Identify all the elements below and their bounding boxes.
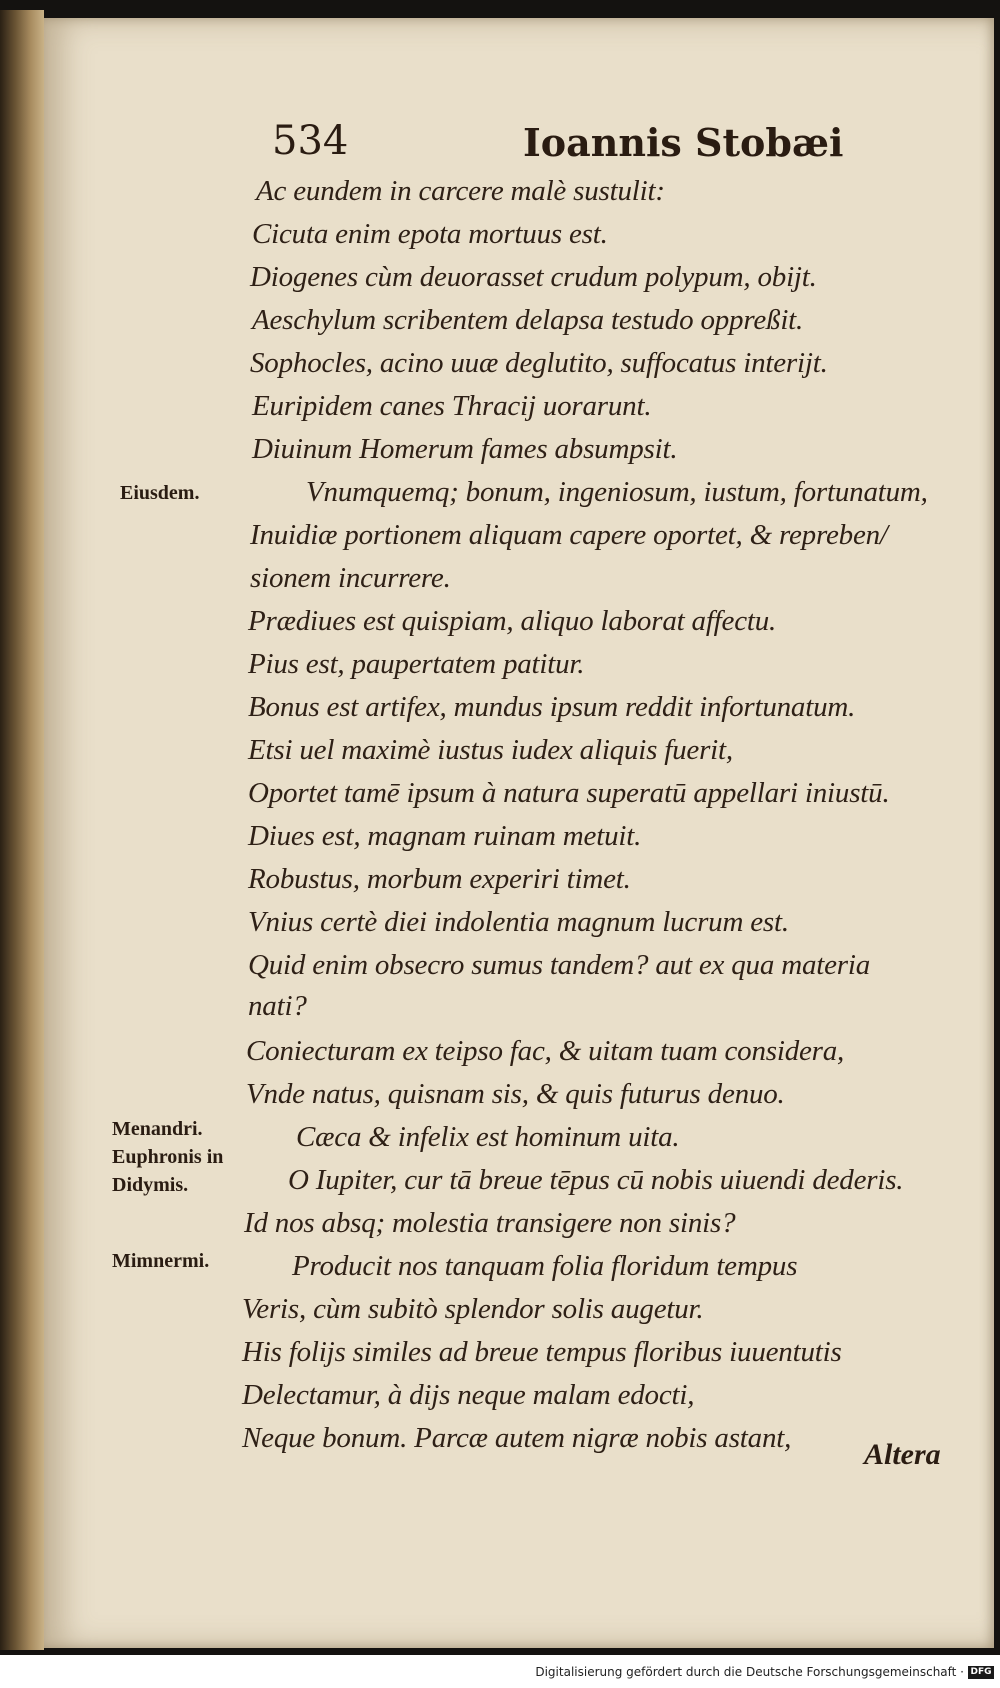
text-line: Inuidiæ portionem aliquam capere oportet, & repreben/	[250, 519, 888, 551]
text-line: Bonus est artifex, mundus ipsum reddit infortunatum.	[248, 691, 856, 723]
text-line: Diues est, magnam ruinam metuit.	[248, 820, 642, 852]
text-line: Cicuta enim epota mortuus est.	[252, 218, 608, 250]
text-line: Vnius certè diei indolentia magnum lucrum est.	[248, 906, 789, 938]
text-line: His folijs similes ad breue tempus floribus iuuentutis	[242, 1336, 842, 1368]
text-line: Robustus, morbum experiri timet.	[248, 863, 631, 895]
text-line: Producit nos tanquam folia floridum tempus	[292, 1250, 798, 1282]
text-line: O Iupiter, cur tā breue tēpus cū nobis uiuendi dederis.	[288, 1164, 904, 1196]
text-line: Euripidem canes Thracij uorarunt.	[252, 390, 652, 422]
page-number: 534	[272, 118, 349, 164]
text-line: Cæca & infelix est hominum uita.	[296, 1121, 680, 1153]
text-line: Pius est, paupertatem patitur.	[248, 648, 585, 680]
text-line: Sophocles, acino uuæ deglutito, suffocatus interijt.	[250, 347, 828, 379]
text-line: Veris, cùm subitò splendor solis augetur.	[242, 1293, 704, 1325]
text-line: Delectamur, à dijs neque malam edocti,	[242, 1379, 695, 1411]
text-line: sionem incurrere.	[250, 562, 451, 594]
text-line: Quid enim obsecro sumus tandem? aut ex qua materia	[248, 949, 871, 981]
text-line: Neque bonum. Parcæ autem nigræ nobis astant,	[242, 1422, 792, 1454]
margin-note: Euphronis in	[112, 1146, 224, 1168]
running-title: Ioannis Stobæi	[523, 120, 844, 165]
margin-note: Menandri.	[112, 1118, 203, 1140]
text-line: Aeschylum scribentem delapsa testudo oppreßit.	[252, 304, 804, 336]
text-line: Etsi uel maximè iustus iudex aliquis fuerit,	[248, 734, 733, 766]
margin-note: Didymis.	[112, 1174, 189, 1196]
book-page	[44, 18, 994, 1648]
footer-credit	[535, 1665, 994, 1679]
text-line: nati?	[248, 990, 307, 1022]
text-line: Vnumquemq; bonum, ingeniosum, iustum, fortunatum,	[306, 476, 928, 508]
text-line: Diuinum Homerum fames absumpsit.	[252, 433, 678, 465]
margin-note: Eiusdem.	[120, 482, 200, 504]
text-line: Ac eundem in carcere malè sustulit:	[256, 175, 665, 207]
text-line: Diogenes cùm deuorasset crudum polypum, obijt.	[250, 261, 817, 293]
book-binding-edge	[0, 10, 44, 1650]
text-line: Id nos absq; molestia transigere non sinis?	[244, 1207, 736, 1239]
footer-credit-text: Digitalisierung gefördert durch die Deutsche Forschungsgemeinschaft ·	[535, 1665, 964, 1679]
dfg-logo: DFG	[968, 1666, 994, 1679]
text-line: Coniecturam ex teipso fac, & uitam tuam considera,	[246, 1035, 845, 1067]
margin-note: Mimnermi.	[112, 1250, 210, 1272]
text-line: Prædiues est quispiam, aliquo laborat affectu.	[248, 605, 777, 637]
catchword: Altera	[864, 1438, 941, 1471]
text-line: Oportet tamē ipsum à natura superatū appellari iniustū.	[248, 777, 890, 809]
text-line: Vnde natus, quisnam sis, & quis futurus denuo.	[246, 1078, 785, 1110]
